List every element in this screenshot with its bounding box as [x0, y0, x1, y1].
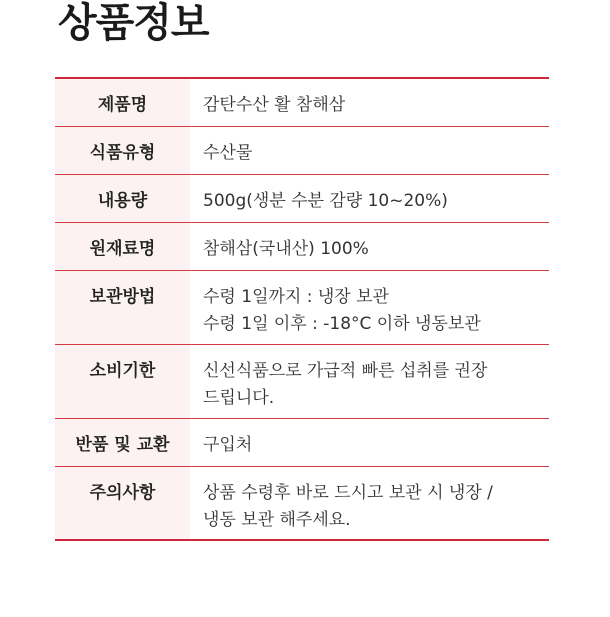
- row-value: [190, 78, 549, 126]
- row-label: 주의사항: [55, 466, 190, 540]
- value-line: 수령 1일 이후 : -18°C 이하 냉동보관: [203, 313, 481, 334]
- table-row: [55, 270, 549, 344]
- table-row: [55, 222, 549, 270]
- value-line: 드립니다.: [203, 387, 275, 408]
- product-info-table: [55, 77, 549, 541]
- value-line: 냉동 보관 해주세요.: [203, 509, 351, 530]
- row-label: 소비기한: [55, 344, 190, 418]
- row-value: [190, 174, 549, 222]
- value-line: 구입처: [203, 434, 253, 455]
- row-label: 보관방법: [55, 270, 190, 344]
- value-line: 500g(생분 수분 감량 10~20%): [203, 190, 448, 211]
- row-label: 반품 및 교환: [55, 418, 190, 466]
- row-value: [190, 466, 549, 540]
- row-label: 식품유형: [55, 126, 190, 174]
- table-row: [55, 126, 549, 174]
- value-line: 참해삼(국내산) 100%: [203, 238, 369, 259]
- row-value: [190, 222, 549, 270]
- value-line: 상품 수령후 바로 드시고 보관 시 냉장 /: [203, 482, 493, 503]
- value-line: 수산물: [203, 142, 253, 163]
- table-row: [55, 466, 549, 540]
- row-value: [190, 270, 549, 344]
- row-value: [190, 344, 549, 418]
- row-label: 원재료명: [55, 222, 190, 270]
- row-label: 제품명: [55, 78, 190, 126]
- table-row: [55, 418, 549, 466]
- value-line: 감탄수산 활 참해삼: [203, 95, 346, 115]
- value-line: 신선식품으로 가급적 빠른 섭취를 권장: [203, 360, 488, 381]
- row-label: 내용량: [55, 174, 190, 222]
- value-line: 수령 1일까지 : 냉장 보관: [203, 286, 389, 307]
- table-row: [55, 174, 549, 222]
- table-row: [55, 344, 549, 418]
- page-title: 상품정보: [58, 0, 209, 46]
- row-value: [190, 418, 549, 466]
- row-value: [190, 126, 549, 174]
- table-row: [55, 78, 549, 126]
